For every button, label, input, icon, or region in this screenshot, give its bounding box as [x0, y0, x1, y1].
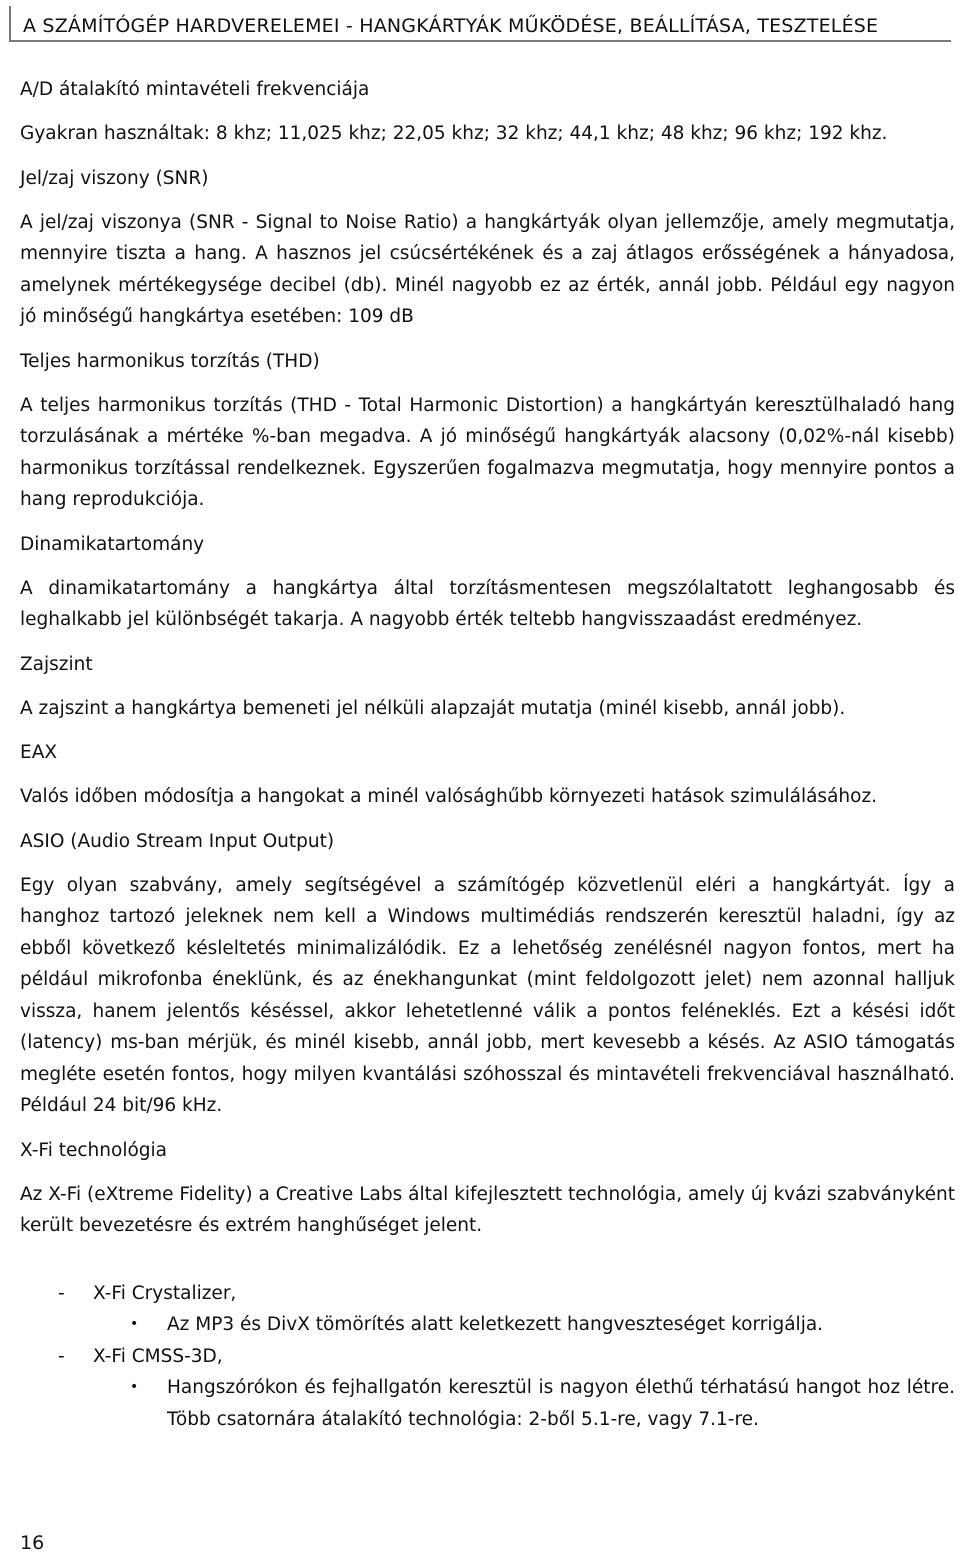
section-thd — [20, 346, 955, 516]
section-heading: X-Fi technológia — [20, 1139, 167, 1161]
page-number: 16 — [20, 1532, 45, 1554]
list-subitem — [20, 1372, 955, 1435]
section-paragraph: Egy olyan szabvány, amely segítségével a számítógép közvetlenül eléri a hangkártyát. Így a hanghoz tartozó jeleknek nem kell a Windows multimédiás rendszerén keresztül haladni, így az ebből következő késleltetés minimalizálódik. Ez a lehetőség zenélésnél nagyon fontos, mert ha például mikrofonba éneklünk, és az énekhangunkat (mint feldolgozott jelet) nem azonnal halljuk vissza, hanem jelentős késéssel, akkor lehetetlenné válik a pontos feléneklés. Ezt a késési időt (latency) ms-ban mérjük, és minél kisebb, annál jobb, mert kevesebb a késés. Az ASIO támogatás megléte esetén fontos, hogy milyen kvantálási szóhosszal és mintavételi frekvenciával használható. Például 24 bit/96 kHz. — [20, 874, 955, 1116]
page-header — [9, 6, 951, 42]
section-asio — [20, 826, 955, 1122]
dash-marker: - — [58, 1282, 65, 1304]
section-paragraph: A dinamikatartomány a hangkártya által torzításmentesen megszólaltatott leghangosabb és leghalkabb jel különbségét takarja. A nagyobb érték teltebb hangvisszaadást eredményez. — [20, 577, 955, 630]
section-heading: A/D átalakító mintavételi frekvenciája — [20, 79, 370, 100]
dash-marker: - — [58, 1345, 65, 1367]
list-item — [20, 1278, 955, 1310]
section-heading: EAX — [20, 742, 58, 763]
section-noise-level — [20, 649, 955, 725]
section-heading: ASIO (Audio Stream Input Output) — [20, 830, 335, 852]
section-heading: Zajszint — [20, 653, 93, 675]
section-paragraph: Valós időben módosítja a hangokat a minél valósághűbb környezeti hatások szimulálásához. — [20, 786, 878, 807]
section-heading: Teljes harmonikus torzítás (THD) — [20, 350, 320, 372]
section-heading: Dinamikatartomány — [20, 533, 205, 555]
section-paragraph: A teljes harmonikus torzítás (THD - Total Harmonic Distortion) a hangkártyán keresztülhaladó hang torzulásának a mértéke %-ban megadva. A jó minőségű hangkártyák alacsony (0,02%-nál kisebb) harmonikus torzítással rendelkeznek. Egyszerűen fogalmazva megmutatja, hogy mennyire pontos a hang reprodukciója. — [20, 394, 955, 510]
section-eax — [20, 737, 955, 813]
section-dynamic-range — [20, 529, 955, 636]
list-item-title: X-Fi Crystalizer, — [93, 1282, 237, 1304]
section-ad-frequency — [20, 74, 955, 150]
section-xfi — [20, 1135, 955, 1242]
section-paragraph: A jel/zaj viszonya (SNR - Signal to Noise Ratio) a hangkártyák olyan jellemzője, amely megmutatja, mennyire tiszta a hang. A hasznos jel csúcsértékének és a zaj átlagos erősségének a hányadosa, amelynek mértékegysége decibel (db). Minél nagyobb ez az érték, annál jobb. Például egy nagyon jó minőségű hangkártya esetében: 109 dB — [20, 211, 955, 327]
section-paragraph: Gyakran használtak: 8 khz; 11,025 khz; 22,05 khz; 32 khz; 44,1 khz; 48 khz; 96 khz; 192 khz. — [20, 123, 888, 144]
section-paragraph: A zajszint a hangkártya bemeneti jel nélküli alapzaját mutatja (minél kisebb, annál jobb). — [20, 697, 846, 719]
xfi-feature-list — [20, 1278, 955, 1436]
document-body — [20, 74, 955, 1435]
section-paragraph: Az X-Fi (eXtreme Fidelity) a Creative Labs által kifejlesztett technológia, amely új kvázi szabványként került bevezetésre és extrém hanghűséget jelent. — [20, 1183, 955, 1236]
list-item-title: X-Fi CMSS-3D, — [93, 1345, 223, 1367]
list-subitem — [20, 1309, 955, 1341]
section-snr — [20, 163, 955, 333]
header-title: A SZÁMÍTÓGÉP HARDVERELEMEI - HANGKÁRTYÁK MŰKÖDÉSE, BEÁLLÍTÁSA, TESZTELÉSE — [23, 15, 879, 37]
list-item — [20, 1341, 955, 1373]
list-subitem-text: Az MP3 és DivX tömörítés alatt keletkezett hangveszteséget korrigálja. — [167, 1314, 824, 1335]
section-heading: Jel/zaj viszony (SNR) — [20, 167, 209, 189]
list-subitem-text: Hangszórókon és fejhallgatón keresztül is nagyon élethű térhatású hangot hoz létre. Több csatornára átalakító technológia: 2-ből 5.1-re, vagy 7.1-re. — [167, 1377, 955, 1430]
bullet-icon: • — [130, 1379, 139, 1395]
bullet-icon: • — [130, 1316, 139, 1332]
